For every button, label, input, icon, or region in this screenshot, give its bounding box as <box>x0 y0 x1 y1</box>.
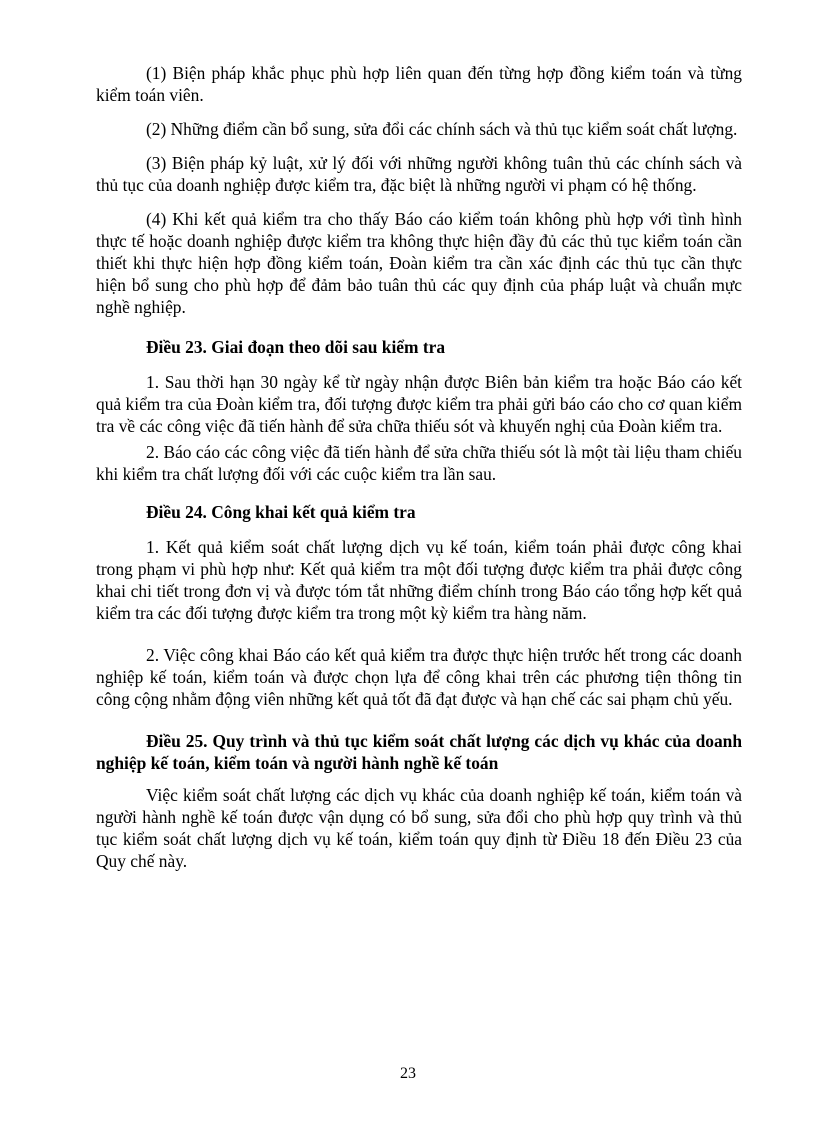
paragraph-1: (1) Biện pháp khắc phục phù hợp liên quan đến từng hợp đồng kiểm toán và từng kiểm toán viên. <box>96 63 742 105</box>
article-23-paragraph-2: 2. Báo cáo các công việc đã tiến hành để sửa chữa thiếu sót là một tài liệu tham chiếu khi kiểm tra chất lượng đối với các cuộc kiểm tra lần sau. <box>96 442 742 484</box>
article-23-paragraph-1: 1. Sau thời hạn 30 ngày kể từ ngày nhận được Biên bản kiểm tra hoặc Báo cáo kết quả kiểm tra của Đoàn kiểm tra, đối tượng được kiểm tra phải gửi báo cáo cho cơ quan kiểm tra về các công việc đã tiến hành để sửa chữa thiếu sót và khuyến nghị của Đoàn kiểm tra. <box>96 372 742 436</box>
page-number: 23 <box>400 1065 416 1082</box>
article-24-heading: Điều 24. Công khai kết quả kiểm tra <box>146 502 416 522</box>
article-25-paragraph-1: Việc kiểm soát chất lượng các dịch vụ khác của doanh nghiệp kế toán, kiểm toán và người hành nghề kế toán được vận dụng có bổ sung, sửa đổi cho phù hợp quy trình và thủ tục kiểm soát chất lượng dịch vụ kế toán, kiểm toán quy định từ Điều 18 đến Điều 23 của Quy chế này. <box>96 785 742 871</box>
paragraph-3: (3) Biện pháp kỷ luật, xử lý đối với những người không tuân thủ các chính sách và thủ tục của doanh nghiệp được kiểm tra, đặc biệt là những người vi phạm có hệ thống. <box>96 153 742 195</box>
article-25-heading: Điều 25. Quy trình và thủ tục kiểm soát chất lượng các dịch vụ khác của doanh nghiệp kế toán, kiểm toán và người hành nghề kế toán <box>96 731 742 773</box>
article-23-heading: Điều 23. Giai đoạn theo dõi sau kiểm tra <box>146 337 446 357</box>
paragraph-2: (2) Những điểm cần bổ sung, sửa đổi các chính sách và thủ tục kiểm soát chất lượng. <box>146 119 738 139</box>
document-page <box>96 62 742 884</box>
paragraph-4: (4) Khi kết quả kiểm tra cho thấy Báo cáo kiểm toán không phù hợp với tình hình thực tế hoặc doanh nghiệp được kiểm tra không thực hiện đầy đủ các thủ tục kiểm toán cần thiết khi thực hiện hợp đồng kiểm toán, Đoàn kiểm tra cần xác định các thủ tục cần thực hiện bổ sung cho phù hợp để đảm bảo tuân thủ các quy định của pháp luật và chuẩn mực nghề nghiệp. <box>96 209 742 317</box>
article-24-paragraph-2: 2. Việc công khai Báo cáo kết quả kiểm tra được thực hiện trước hết trong các doanh nghiệp kế toán, kiểm toán và được chọn lựa để công khai trên các phương tiện thông tin công cộng nhằm động viên những kết quả tốt đã đạt được và hạn chế các sai phạm chủ yếu. <box>96 645 742 709</box>
article-24-paragraph-1: 1. Kết quả kiểm soát chất lượng dịch vụ kế toán, kiểm toán phải được công khai trong phạm vi phù hợp như: Kết quả kiểm tra một đối tượng được kiểm tra phải được công khai chi tiết trong đơn vị và được tóm tắt những điểm chính trong Báo cáo tổng hợp kết quả kiểm tra các đối tượng được kiểm tra trong một kỳ kiểm tra hàng năm. <box>96 537 742 623</box>
